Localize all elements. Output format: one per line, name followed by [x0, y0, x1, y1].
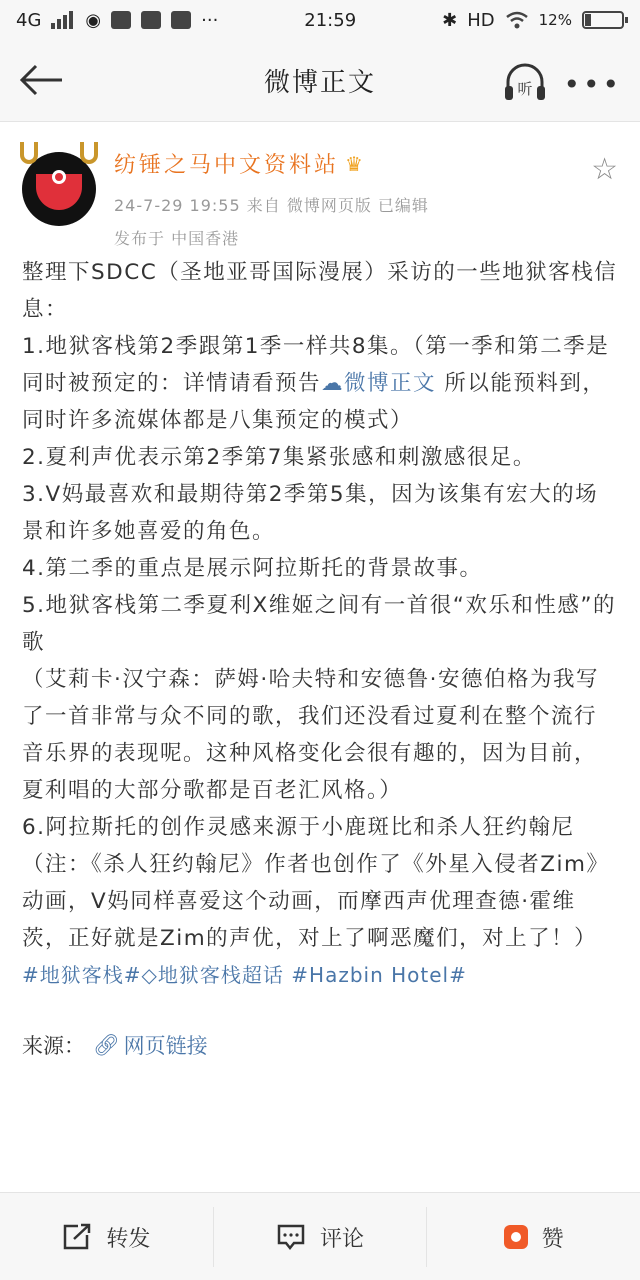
- network-label: 4G: [16, 9, 42, 31]
- paragraph-1: [22, 328, 618, 439]
- weibo-text-link-label: 微博正文: [344, 371, 437, 396]
- repost-button[interactable]: [0, 1207, 214, 1267]
- source-link-label: 网页链接: [123, 1034, 208, 1058]
- paragraph-6: 6.阿拉斯托的创作灵感来源于小鹿斑比和杀人狂约翰尼: [22, 815, 575, 840]
- calendar-notify-icon: [141, 11, 161, 29]
- source-link[interactable]: [93, 1030, 208, 1060]
- wifi-icon: [505, 11, 529, 29]
- username[interactable]: 纺锤之马中文资料站: [114, 153, 340, 178]
- hashtag-row: [22, 957, 618, 994]
- status-right: [442, 10, 624, 31]
- weibo-notify-icon: ◉: [85, 9, 102, 31]
- app-notify-icon: [111, 11, 131, 29]
- comment-button[interactable]: [214, 1207, 428, 1267]
- status-bar: [0, 0, 640, 40]
- more-notify-icon: ···: [201, 9, 219, 31]
- post-location: 发布于 中国香港: [114, 229, 240, 248]
- like-button[interactable]: [427, 1207, 640, 1267]
- paragraph-5: 5.地狱客栈第二季夏利X维姬之间有一首很“欢乐和性感”的歌: [22, 593, 617, 655]
- paragraph-2: 2.夏利声优表示第2季第7集紧张感和刺激感很足。: [22, 445, 536, 470]
- paragraph-intro: 整理下SDCC（圣地亚哥国际漫展）采访的一些地狱客栈信息：: [22, 260, 618, 322]
- hd-label: HD: [467, 9, 495, 31]
- back-arrow-icon: [18, 64, 64, 96]
- post-content: [22, 254, 618, 957]
- paragraph-3: 3.V妈最喜欢和最期待第2季第5集，因为该集有宏大的场景和许多她喜爱的角色。: [22, 482, 599, 544]
- source-label: 来源：: [22, 1034, 85, 1058]
- listen-label: 听: [517, 80, 533, 98]
- headphones-icon: [502, 60, 548, 104]
- paragraph-1-tail: 所以能预料到，同时许多流媒体都是八集预定的模式）: [22, 371, 606, 433]
- bottom-action-bar: [0, 1192, 640, 1280]
- bluetooth-icon: ✱: [442, 9, 458, 31]
- comment-icon: [276, 1223, 306, 1251]
- paragraph-1-text: 1.地狱客栈第2季跟第1季一样共8集。（第一季和第二季是同时被预定的：详情请看预告: [22, 334, 610, 396]
- signal-icon: [51, 11, 75, 29]
- favorite-star-icon[interactable]: ☆: [591, 152, 618, 187]
- paragraph-5-quote: （艾莉卡·汉宁森：萨姆·哈夫特和安德鲁·安德伯格为我写了一首非常与众不同的歌，我们还没看过夏利在整个流行音乐界的表现呢。这种风格变化会很有趣的，因为目前，夏利唱的大部分歌都是百老汇风格。）: [22, 667, 600, 803]
- repost-icon: [62, 1223, 92, 1251]
- post-meta: [114, 138, 618, 249]
- crown-badge-icon: ♛: [345, 151, 366, 176]
- weibo-text-link[interactable]: [321, 371, 436, 396]
- post-timestamp: 24-7-29 19:55 来自 微博网页版 已编辑: [114, 196, 429, 215]
- antler-left-icon: [20, 142, 38, 164]
- media-notify-icon: [171, 11, 191, 29]
- weibo-post: [0, 122, 640, 1060]
- nav-bar: [0, 40, 640, 122]
- link-chain-icon: 🔗︎: [93, 1032, 120, 1057]
- avatar[interactable]: [22, 152, 96, 226]
- status-left: [16, 10, 218, 31]
- supertopic-link[interactable]: [142, 963, 284, 987]
- battery-icon: [582, 11, 624, 29]
- antler-right-icon: [80, 142, 98, 164]
- hashtag-hazbin-cn[interactable]: #地狱客栈#: [22, 963, 142, 987]
- more-menu-button[interactable]: •••: [563, 68, 622, 101]
- repost-label: 转发: [106, 1226, 151, 1252]
- username-row: [114, 148, 618, 179]
- supertopic-label: 地狱客栈超话: [157, 963, 284, 987]
- battery-percent: 12%: [538, 11, 572, 29]
- like-icon: [504, 1225, 528, 1249]
- source-row: [22, 1030, 618, 1060]
- status-time: 21:59: [304, 9, 357, 31]
- paragraph-4: 4.第二季的重点是展示阿拉斯托的背景故事。: [22, 556, 483, 581]
- page-title: 微博正文: [263, 68, 376, 98]
- post-header: [22, 138, 618, 248]
- link-cloud-icon: ☁: [321, 371, 345, 396]
- hashtag-hazbin-en[interactable]: #Hazbin Hotel#: [291, 963, 467, 987]
- like-label: 赞: [541, 1226, 564, 1252]
- paragraph-6-note: （注：《杀人狂约翰尼》作者也创作了《外星入侵者Zim》动画，V妈同样喜爱这个动画，而摩西声优理查德·霍维茨，正好就是Zim的声优，对上了啊恶魔们，对上了！）: [22, 852, 610, 951]
- avatar-eye: [52, 170, 66, 184]
- back-button[interactable]: [16, 58, 66, 102]
- comment-label: 评论: [320, 1226, 365, 1252]
- listen-button[interactable]: [502, 60, 548, 104]
- diamond-icon: ◇: [141, 963, 158, 987]
